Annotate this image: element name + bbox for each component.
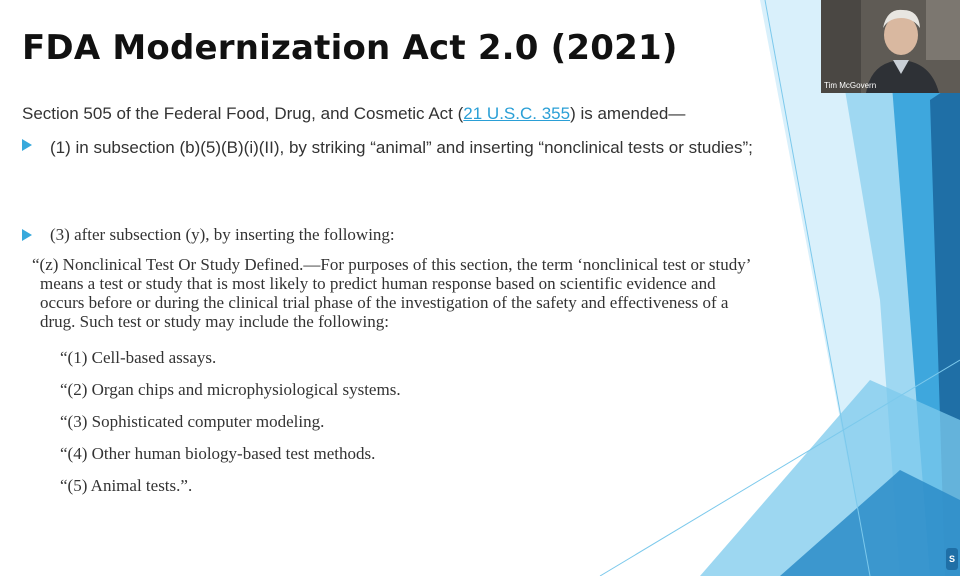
presenter-avatar-icon	[821, 0, 960, 93]
test-methods-list	[60, 348, 401, 508]
intro-after: ) is amended—	[570, 104, 686, 123]
bullet-arrow-icon	[22, 139, 32, 151]
usc-link[interactable]: 21 U.S.C. 355	[463, 104, 571, 123]
app-logo-icon[interactable]: S	[946, 548, 958, 570]
list-item: “(3) Sophisticated computer modeling.	[60, 412, 325, 431]
bullet-item	[22, 137, 762, 158]
list-item: “(4) Other human biology-based test methods.	[60, 444, 376, 463]
slide-title: FDA Modernization Act 2.0 (2021)	[22, 28, 678, 68]
bullet-text: (3) after subsection (y), by inserting the following:	[50, 225, 395, 244]
intro-before: Section 505 of the Federal Food, Drug, and Cosmetic Act (	[22, 104, 464, 123]
list-item: “(2) Organ chips and microphysiological systems.	[60, 380, 401, 399]
definition-paragraph	[22, 255, 762, 331]
bullet-arrow-icon	[22, 229, 32, 241]
bullet-text: (1) in subsection (b)(5)(B)(i)(II), by striking “animal” and inserting “nonclinical tests or studies”;	[50, 138, 753, 157]
intro-text	[22, 104, 685, 124]
list-item: “(5) Animal tests.”.	[60, 476, 193, 495]
presenter-video-tile[interactable]	[821, 0, 960, 93]
definition-text: “(z) Nonclinical Test Or Study Defined.—For purposes of this section, the term ‘nonclinical test or study’ means a test or study that is most likely to predict human response based on scientific evidence and occurs before or during the clinical trial phase of the investigation of the safety and effectiveness of a drug. Such test or study may include the following:	[32, 255, 751, 331]
participant-name: Tim McGovern	[824, 81, 877, 90]
bullet-item	[22, 225, 762, 245]
list-item: “(1) Cell-based assays.	[60, 348, 217, 367]
